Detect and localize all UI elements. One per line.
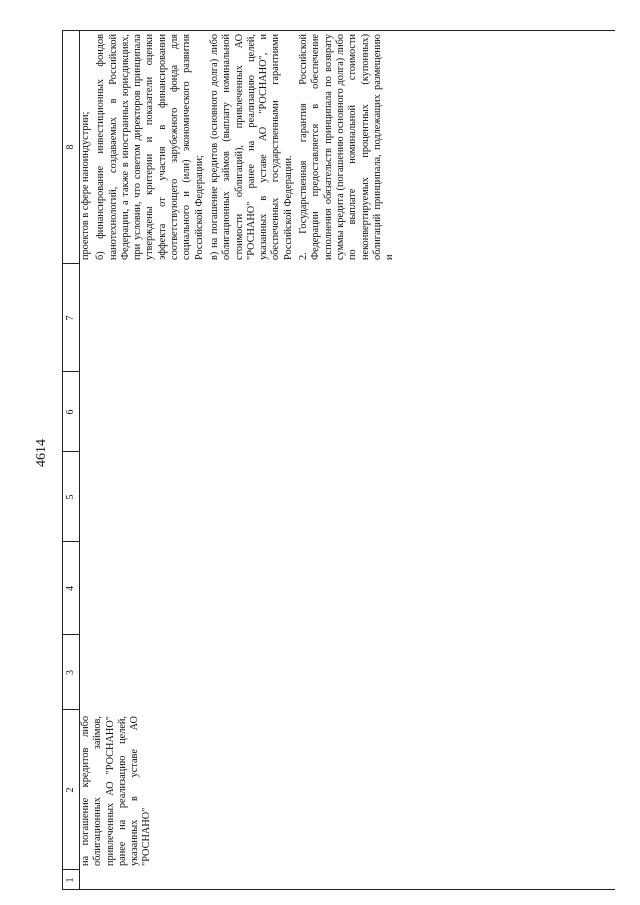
page-number: 4614 [34,439,49,467]
column-divider [62,709,79,710]
header-col-4: 4 [65,586,76,591]
header-col-7: 7 [65,315,76,321]
header-col-5: 5 [65,494,76,500]
header-col-1: 1 [65,877,76,883]
col2-cell [80,716,154,866]
column-divider [62,263,79,264]
table-left-border [62,889,615,890]
column-divider [62,451,79,452]
header-row [62,30,80,890]
rotated-table [62,30,615,890]
header-col-2: 2 [65,787,76,793]
col8-paragraph: 2. Государственная гарантия Российской Федерации предоставляется в обеспечение исполнения обязательств принципала по возврату суммы кредита (погашению основного долга) либо по выплате номинальной стоимости неконвертируемых процентных (купонных) облигаций принципала, подлежащих размещению и [298,34,396,260]
column-divider [62,541,79,542]
header-col-8: 8 [65,144,76,150]
column-divider [62,371,79,372]
col2-text: на погашение кредитов либо облигационных займов, привлеченных АО "РОСНАНО" ранее на реализацию целей, указанных в уставе АО "РОСНАНО" [80,716,153,866]
col8-cell [80,34,399,260]
col8-paragraph: проектов в сфере наноиндустрии; [80,111,91,260]
col8-paragraph: б) финансирование инвестиционных фондов нанотехнологий, создаваемых в Российской Федерации, а также в иностранных юрисдикциях, при условии, что советом директоров принципала утверждены критерии и показатели оценки эффекта от участия в финансировании соответствующего зарубежного фонда для социального и (или) экономического развития Российской Федерации; [95,34,205,260]
column-divider [62,869,79,870]
table-right-border [62,30,615,31]
header-col-6: 6 [65,409,76,415]
col8-paragraph: в) на погашение кредитов (основного долга) либо облигационных займов (выплату номинальной стоимости облигаций), привлеченных АО "РОСНАНО" ранее на реализацию целей, указанных в уставе АО "РОСНАНО", и обеспеченных государственными гарантиями Российской Федерации. [208,34,294,260]
table-wrapper [62,30,615,890]
column-divider [62,634,79,635]
header-col-3: 3 [65,670,76,675]
